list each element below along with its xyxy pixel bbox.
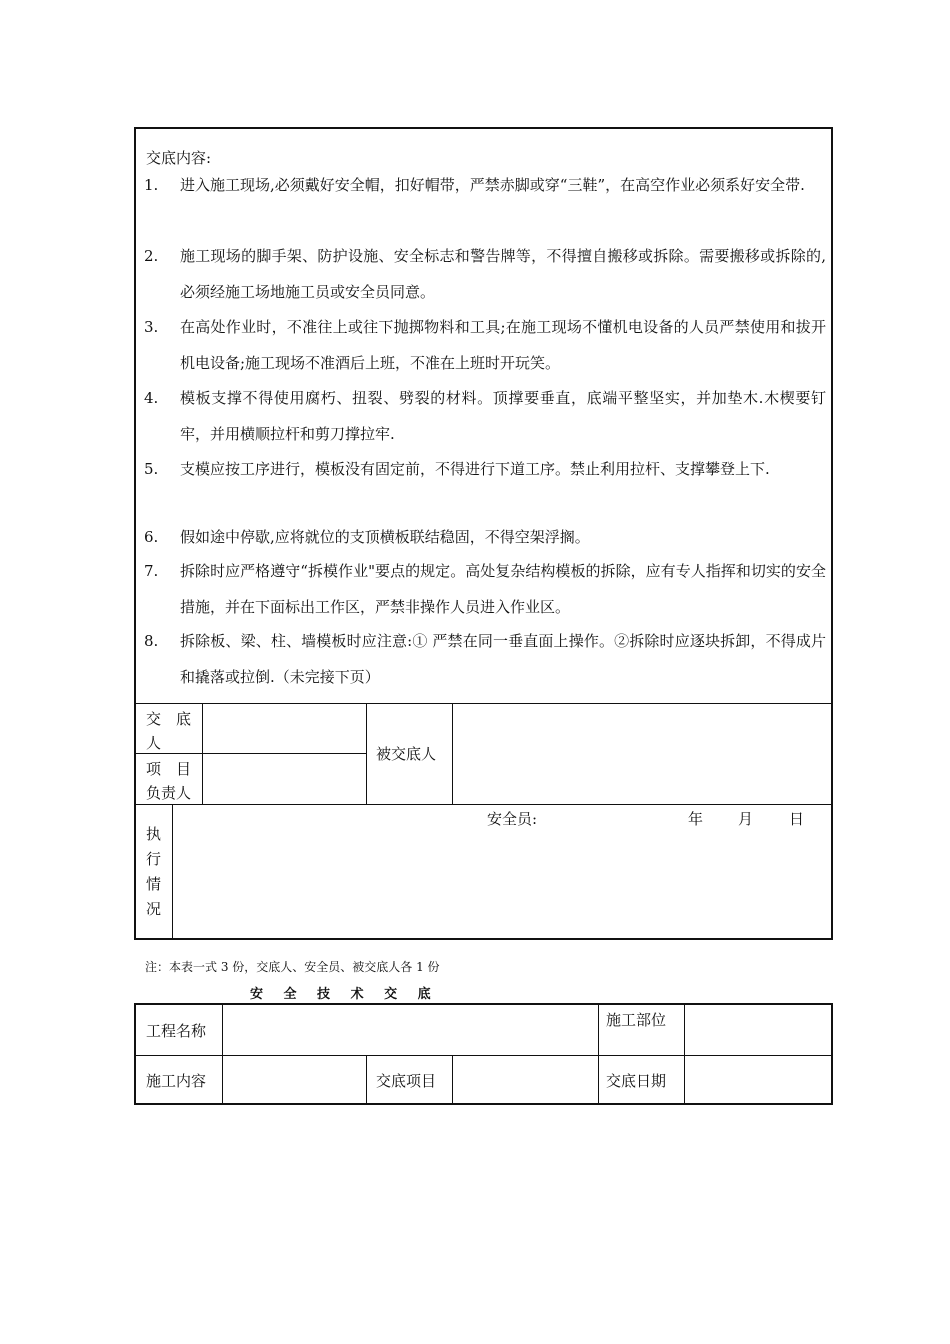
item-number: 7. [144, 562, 159, 580]
construction-part-label: 施工部位 [606, 1011, 667, 1029]
item-number: 6. [144, 528, 159, 546]
list-item [144, 519, 826, 555]
item-text: 支模应按工序进行，模板没有固定前，不得进行下道工序。禁止利用拉杆、支撑攀登上下. [180, 460, 770, 478]
list-item [144, 553, 826, 625]
item-text: 假如途中停歇,应将就位的支顶横板联结稳固，不得空架浮搁。 [180, 528, 590, 546]
item-number: 5. [144, 460, 159, 478]
divider [136, 804, 831, 805]
divider [136, 703, 831, 704]
divider [202, 703, 203, 804]
year-label: 年 [688, 810, 704, 828]
item-number: 4. [144, 389, 159, 407]
briefer-label: 交 底 人 [146, 710, 192, 752]
item-text: 进入施工现场,必须戴好安全帽，扣好帽带，严禁赤脚或穿“三鞋”，在高空作业必须系好安全带. [180, 176, 805, 194]
briefing-table [134, 127, 833, 940]
item-number: 1. [144, 176, 159, 194]
project-name-label: 工程名称 [146, 1022, 207, 1040]
safety-officer-label: 安全员: [487, 810, 538, 828]
divider [598, 1005, 599, 1103]
list-item [144, 451, 826, 487]
divider [366, 1055, 367, 1103]
day-label: 日 [789, 810, 805, 828]
divider [684, 1005, 685, 1103]
divider [172, 804, 173, 938]
divider [452, 1055, 453, 1103]
item-number: 8. [144, 632, 159, 650]
execution-label: 执 行 情 况 [146, 825, 162, 918]
month-label: 月 [738, 810, 754, 828]
item-number: 3. [144, 318, 159, 336]
divider [222, 1005, 223, 1103]
second-form-table [134, 1003, 833, 1105]
list-item [144, 238, 826, 310]
content-heading: 交底内容: [146, 149, 212, 167]
item-number: 2. [144, 247, 159, 265]
divider [136, 1055, 831, 1056]
second-form-title: 安 全 技 术 交 底 [250, 987, 439, 1002]
list-item [144, 380, 826, 452]
briefing-item-label: 交底项目 [376, 1072, 437, 1090]
list-item [144, 309, 826, 381]
construction-content-label: 施工内容 [146, 1072, 207, 1090]
item-text: 模板支撑不得使用腐朽、扭裂、劈裂的材料。顶撑要垂直，底端平整坚实，并加垫木.木楔要钉牢，并用横顺拉杆和剪刀撑拉牢. [180, 389, 826, 443]
divider [366, 703, 367, 804]
item-text: 拆除板、梁、柱、墙模板时应注意:① 严禁在同一垂直面上操作。②拆除时应逐块拆卸，不得成片和撬落或拉倒.（未完接下页） [180, 632, 826, 686]
list-item [144, 167, 826, 203]
briefing-date-label: 交底日期 [606, 1072, 667, 1090]
list-item [144, 623, 826, 695]
project-leader-label: 项 目 负责人 [146, 760, 192, 802]
item-text: 施工现场的脚手架、防护设施、安全标志和警告牌等，不得擅自搬移或拆除。需要搬移或拆除的,必须经施工场地施工员或安全员同意。 [180, 247, 826, 301]
item-text: 在高处作业时，不准往上或往下抛掷物料和工具;在施工现场不懂机电设备的人员严禁使用和拔开机电设备;施工现场不准酒后上班，不准在上班时开玩笑。 [180, 318, 826, 372]
divider [452, 703, 453, 804]
recipient-label: 被交底人 [376, 745, 437, 763]
item-text: 拆除时应严格遵守“拆模作业"要点的规定。高处复杂结构模板的拆除，应有专人指挥和切实的安全措施，并在下面标出工作区，严禁非操作人员进入作业区。 [180, 562, 826, 616]
footnote: 注：本表一式 3 份，交底人、安全员、被交底人各 1 份 [145, 960, 440, 974]
